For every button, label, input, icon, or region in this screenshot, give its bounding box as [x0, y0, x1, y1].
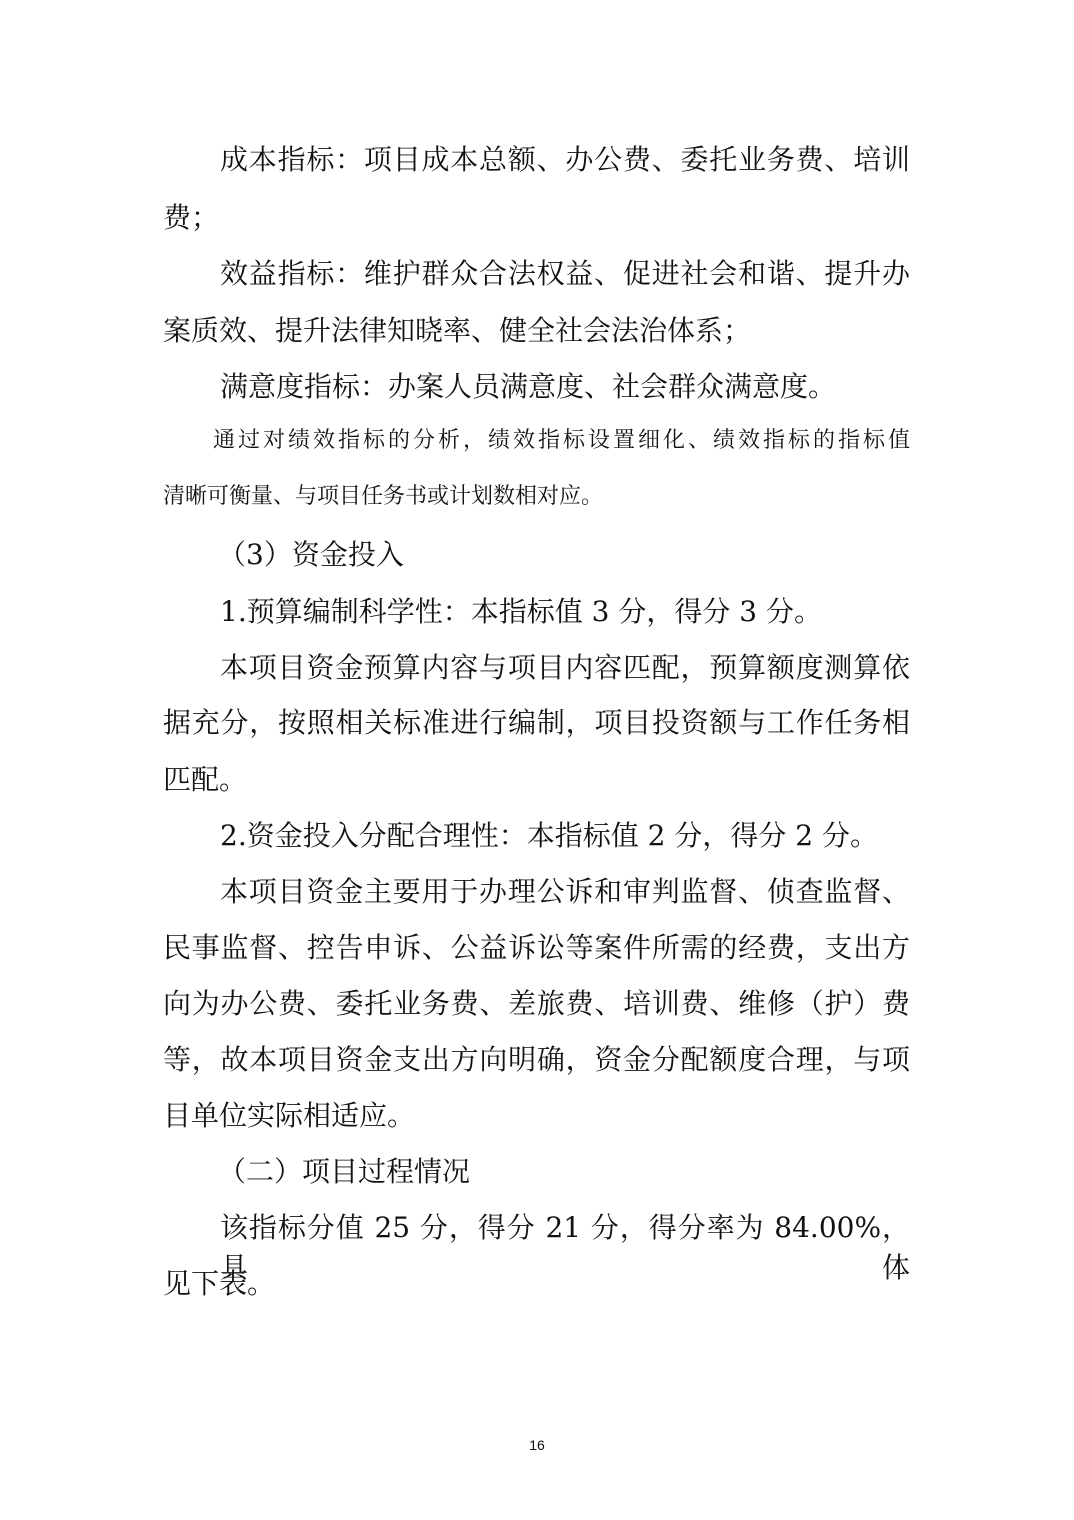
benefit-indicator-line-1: 效益指标：维护群众合法权益、促进社会和谐、提升办	[220, 257, 910, 290]
allocation-item-heading: 2.资金投入分配合理性：本指标值 2 分，得分 2 分。	[220, 819, 878, 852]
allocation-desc-line-1: 本项目资金主要用于办理公诉和审判监督、侦查监督、	[220, 875, 910, 908]
section-heading-process: （二）项目过程情况	[218, 1155, 471, 1188]
budget-desc-line-3: 匹配。	[163, 763, 248, 796]
analysis-line-1: 通过对绩效指标的分析，绩效指标设置细化、绩效指标的指标值	[213, 428, 910, 453]
budget-desc-line-2: 据充分，按照相关标准进行编制，项目投资额与工作任务相	[163, 706, 910, 739]
allocation-desc-line-3: 向为办公费、委托业务费、差旅费、培训费、维修（护）费	[163, 987, 910, 1020]
score-line-2: 见下表。	[163, 1267, 276, 1300]
analysis-line-2: 清晰可衡量、与项目任务书或计划数相对应。	[163, 484, 604, 509]
allocation-desc-line-5: 目单位实际相适应。	[163, 1099, 416, 1132]
section-heading-funding: （3）资金投入	[218, 538, 404, 571]
allocation-desc-line-4: 等，故本项目资金支出方向明确，资金分配额度合理，与项	[163, 1043, 910, 1076]
allocation-desc-line-2: 民事监督、控告申诉、公益诉讼等案件所需的经费，支出方	[163, 931, 910, 964]
budget-item-heading: 1.预算编制科学性：本指标值 3 分，得分 3 分。	[220, 595, 822, 628]
cost-indicator-line-1: 成本指标：项目成本总额、办公费、委托业务费、培训	[220, 143, 910, 176]
cost-indicator-line-2: 费；	[163, 201, 220, 234]
page-number: 16	[529, 1437, 545, 1453]
satisfaction-indicator-line: 满意度指标：办案人员满意度、社会群众满意度。	[220, 370, 837, 403]
budget-desc-line-1: 本项目资金预算内容与项目内容匹配，预算额度测算依	[220, 651, 910, 684]
benefit-indicator-line-2: 案质效、提升法律知晓率、健全社会法治体系；	[163, 314, 752, 347]
score-line-1: 该指标分值 25 分，得分 21 分，得分率为 84.00%，具体	[220, 1211, 910, 1284]
